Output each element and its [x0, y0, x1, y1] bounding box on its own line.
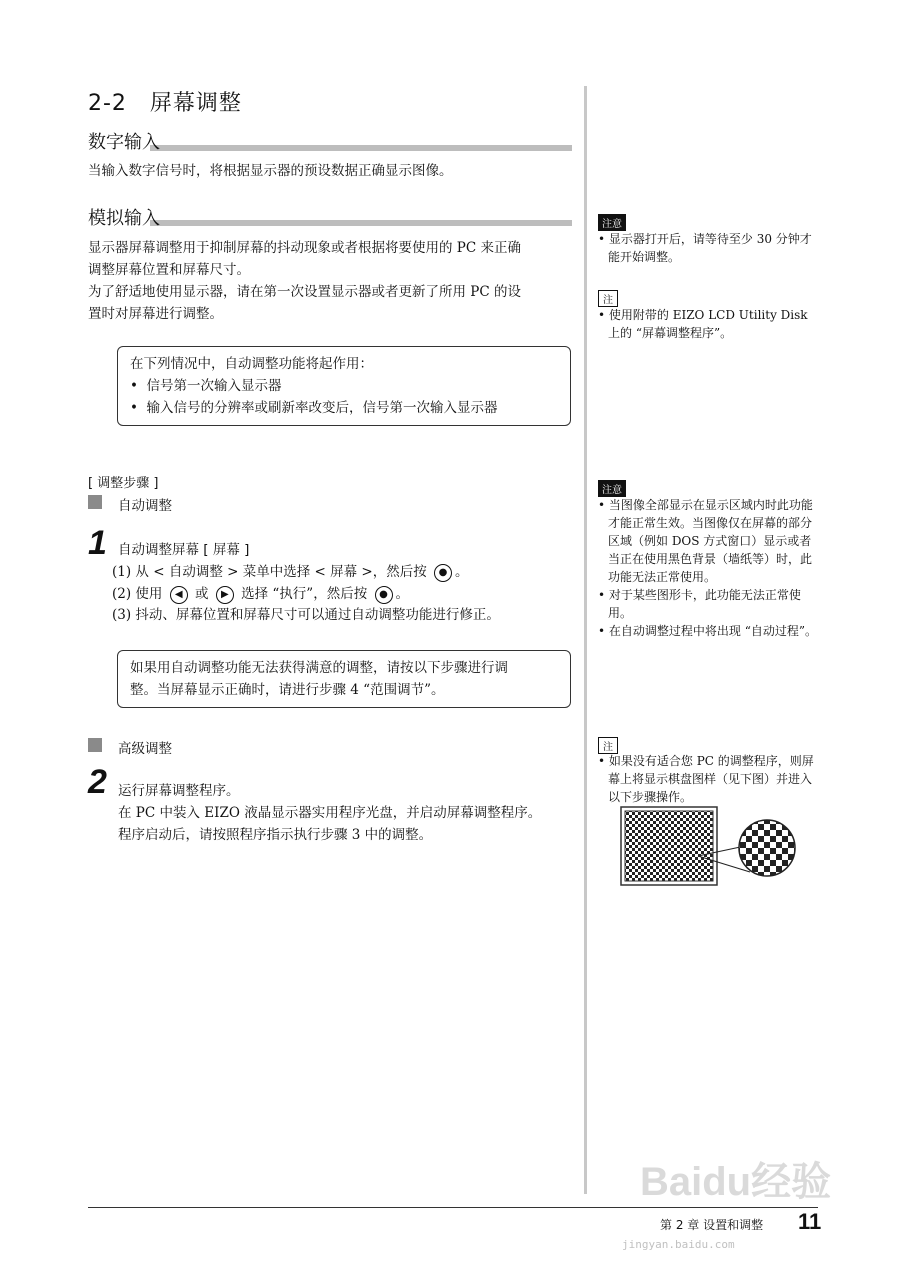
note-item: • 在自动调整过程中将出现 “自动过程”。 — [598, 624, 817, 638]
note — [598, 306, 818, 342]
analog-heading: 模拟输入 — [88, 208, 160, 229]
sub-text: 使用 — [135, 586, 163, 602]
section-marker — [88, 738, 102, 752]
text-line: 在 PC 中装入 EIZO 液晶显示器实用程序光盘，并启动屏幕调整程序。 — [118, 805, 542, 821]
text-line: 为了舒适地使用显示器，请在第一次设置显示器或者更新了所用 PC 的设 — [88, 284, 521, 300]
section-title: 2-2 屏幕调整 — [88, 91, 242, 116]
step-number: 2 — [88, 763, 107, 801]
text-line: 调整屏幕位置和屏幕尺寸。 — [88, 262, 250, 278]
note-item: • 对于某些图形卡，此功能无法正常使用。 — [598, 588, 801, 620]
checkerboard-illustration — [620, 806, 800, 888]
section-marker — [88, 495, 102, 509]
manual-adjust-info-box — [117, 650, 571, 708]
page-number: 11 — [798, 1209, 822, 1234]
digital-text: 当输入数字信号时，将根据显示器的预设数据正确显示图像。 — [88, 163, 453, 179]
right-arrow-button-icon: ▶ — [216, 586, 234, 604]
sub-prefix: (3) — [112, 607, 132, 623]
step2-text — [118, 802, 541, 846]
box-intro: 在下列情况中，自动调整功能将起作用： — [130, 356, 373, 372]
note-text: 显示器打开后，请等待至少 30 分钟才能开始调整。 — [608, 232, 812, 264]
text-line: 显示器屏幕调整用于抑制屏幕的抖动现象或者根据将要使用的 PC 来正确 — [88, 240, 521, 256]
footer-rule — [88, 1207, 818, 1208]
text-line: 如果用自动调整功能无法获得满意的调整，请按以下步骤进行调 — [130, 660, 508, 676]
left-arrow-button-icon: ◀ — [170, 586, 188, 604]
step-number: 1 — [88, 524, 107, 562]
advanced-adjust-heading: 高级调整 — [118, 741, 172, 757]
step1-sub3 — [112, 604, 500, 626]
footer-chapter: 第 2 章 设置和调整 — [660, 1218, 764, 1232]
heading-bar — [150, 145, 572, 151]
note-text: 如果没有适合您 PC 的调整程序，则屏幕上将显示棋盘图样（见下图）并进入以下步骤操作。 — [608, 754, 814, 804]
text-line: 程序启动后，请按照程序指示执行步骤 3 中的调整。 — [118, 827, 433, 843]
step2-title: 运行屏幕调整程序。 — [118, 783, 240, 799]
watermark-logo: Baidu经验 — [640, 1160, 832, 1204]
box-item-text: 输入信号的分辨率或刷新率改变后，信号第一次输入显示器 — [146, 400, 498, 416]
text-line: 整。当屏幕显示正确时，请进行步骤 4 “范围调节”。 — [130, 682, 445, 698]
step1-title: 自动调整屏幕 [ 屏幕 ] — [118, 542, 250, 558]
enter-button-icon: ● — [434, 564, 452, 582]
auto-adjust-info-box — [117, 346, 571, 426]
step1-sub2: (2) 使用 ◀ 或 ▶ 选择 “执行”，然后按 ● 。 — [112, 586, 410, 602]
step1-sub1: (1) 从 < 自动调整 > 菜单中选择 < 屏幕 >，然后按 ● 。 — [112, 564, 469, 580]
note-text: 使用附带的 EIZO LCD Utility Disk 上的 “屏幕调整程序”。 — [608, 308, 808, 340]
note-text: 对于某些图形卡，此功能无法正常使用。 — [608, 588, 801, 620]
note-item: • 当图像全部显示在显示区域内时此功能才能正常生效。当图像仅在屏幕的部分区域（例如 DOS 方式窗口）显示或者当正在使用黑色背景（墙纸等）时，此功能无法正常使用。 — [598, 498, 813, 584]
sub-prefix: (1) — [112, 564, 132, 580]
sub-text: 或 — [195, 586, 209, 602]
analog-paragraph — [88, 237, 573, 325]
note-text: 在自动调整过程中将出现 “自动过程”。 — [608, 624, 817, 638]
note — [598, 752, 818, 806]
box-list-item: • 输入信号的分辨率或刷新率改变后，信号第一次输入显示器 — [130, 400, 498, 416]
heading-bar — [150, 220, 572, 226]
note-text: 当图像全部显示在显示区域内时此功能才能正常生效。当图像仅在屏幕的部分区域（例如 DOS 方式窗口）显示或者当正在使用黑色背景（墙纸等）时，此功能无法正常使用。 — [608, 498, 813, 584]
procedure-label: [ 调整步骤 ] — [88, 476, 159, 491]
text-line: 置时对屏幕进行调整。 — [88, 306, 223, 322]
note-item: • 如果没有适合您 PC 的调整程序，则屏幕上将显示棋盘图样（见下图）并进入以下步骤操作。 — [598, 754, 814, 804]
sub-prefix: (2) — [112, 586, 132, 602]
digital-heading: 数字输入 — [88, 132, 160, 153]
sub-text: 抖动、屏幕位置和屏幕尺寸可以通过自动调整功能进行修正。 — [135, 607, 500, 623]
column-divider — [584, 86, 587, 1194]
note-item: • 使用附带的 EIZO LCD Utility Disk 上的 “屏幕调整程序”。 — [598, 308, 808, 340]
caution-note — [598, 496, 818, 640]
note-tag: 注 — [598, 737, 618, 754]
watermark-url: jingyan.baidu.com — [622, 1238, 735, 1251]
caution-tag: 注意 — [598, 480, 626, 497]
box-list-item: • 信号第一次输入显示器 — [130, 378, 282, 394]
sub-text: 从 < 自动调整 > 菜单中选择 < 屏幕 >，然后按 — [135, 564, 427, 580]
enter-button-icon: ● — [375, 586, 393, 604]
caution-tag: 注意 — [598, 214, 626, 231]
box-item-text: 信号第一次输入显示器 — [146, 378, 282, 394]
note-item: • 显示器打开后，请等待至少 30 分钟才能开始调整。 — [598, 232, 812, 264]
caution-note — [598, 230, 818, 266]
note-tag: 注 — [598, 290, 618, 307]
auto-adjust-heading: 自动调整 — [118, 498, 172, 514]
sub-text: 选择 “执行”，然后按 — [241, 586, 368, 602]
